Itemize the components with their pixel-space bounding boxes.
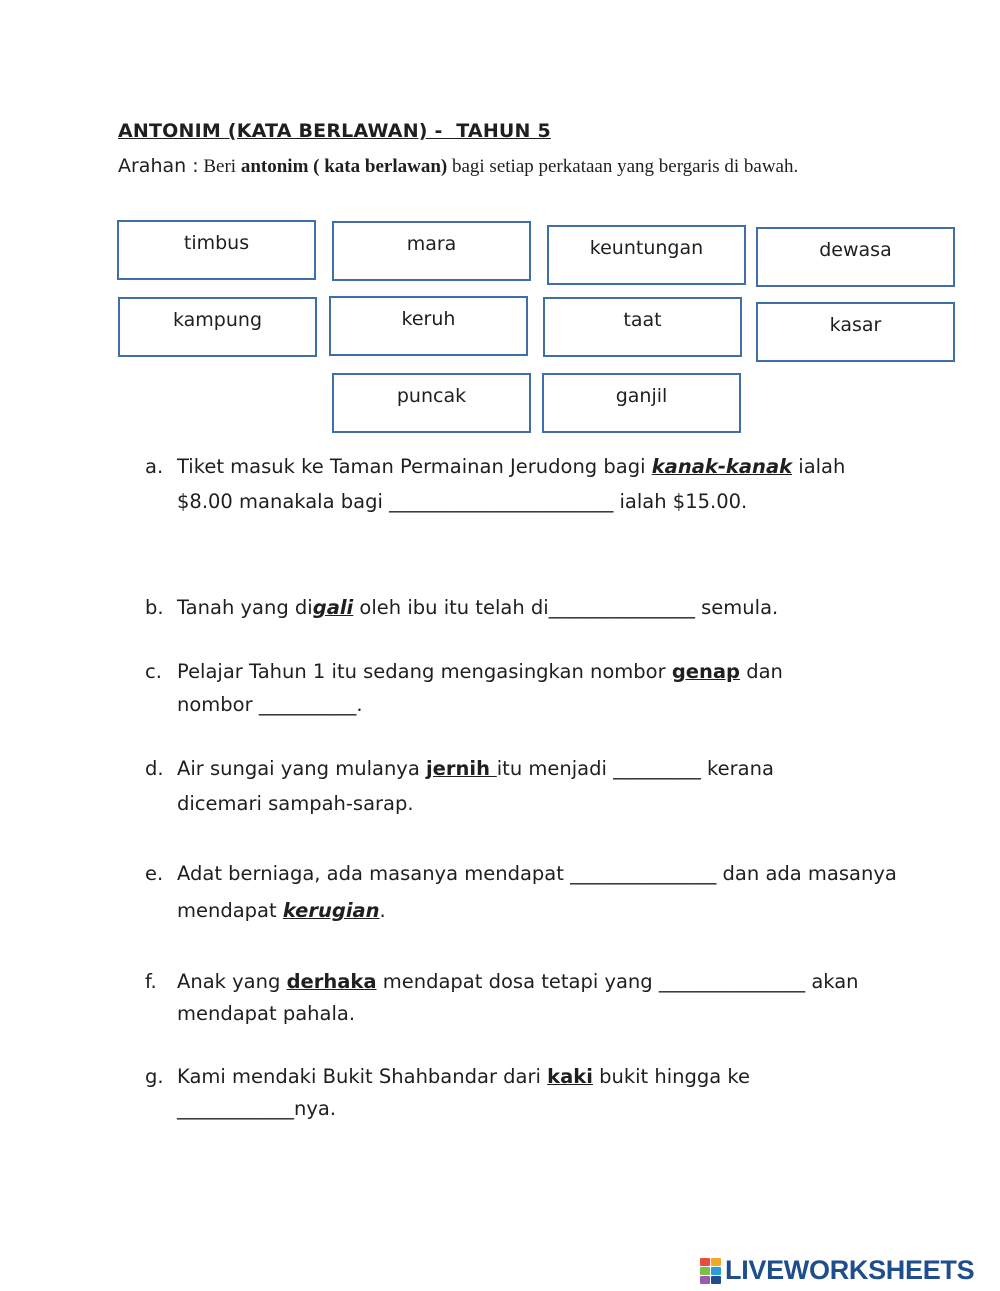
answer-blank-a[interactable]: _______________________ [389,490,614,513]
page-title: ANTONIM (KATA BERLAWAN) - TAHUN 5 [118,120,551,142]
word-box-dewasa[interactable]: dewasa [756,227,955,287]
logo-text: LIVEWORKSHEETS [725,1254,975,1285]
liveworksheets-logo [700,1254,974,1286]
underlined-word: jernih [426,757,497,780]
word-box-ganjil[interactable]: ganjil [542,373,741,433]
instruction-lead: Arahan : [118,155,199,177]
answer-blank-f[interactable]: _______________ [658,970,806,993]
word-box-keruh[interactable]: keruh [329,296,528,356]
word-box-kampung[interactable]: kampung [118,297,317,357]
word-box-timbus[interactable]: timbus [117,220,316,280]
answer-blank-d[interactable]: _________ [613,757,701,780]
answer-blank-g[interactable]: ____________ [177,1097,294,1120]
word-box-taat[interactable]: taat [543,297,742,357]
word-box-mara[interactable]: mara [332,221,531,281]
underlined-word: kaki [547,1065,593,1088]
instruction-text: Arahan : Beri antonim ( kata berlawan) bagi setiap perkataan yang bergaris di bawah. [118,155,799,177]
word-box-kasar[interactable]: kasar [756,302,955,362]
word-box-keuntungan[interactable]: keuntungan [547,225,746,285]
answer-blank-e[interactable]: _______________ [570,862,717,885]
word-box-puncak[interactable]: puncak [332,373,531,433]
underlined-word: kerugian [282,899,380,922]
underlined-word: genap [671,660,741,683]
underlined-word: derhaka [286,970,377,993]
answer-blank-c[interactable]: __________ [258,693,357,716]
underlined-word: gali [312,596,354,619]
underlined-word: kanak-kanak [651,455,793,478]
answer-blank-b[interactable]: _______________ [548,596,695,619]
liveworksheets-logo-icon [700,1256,722,1284]
